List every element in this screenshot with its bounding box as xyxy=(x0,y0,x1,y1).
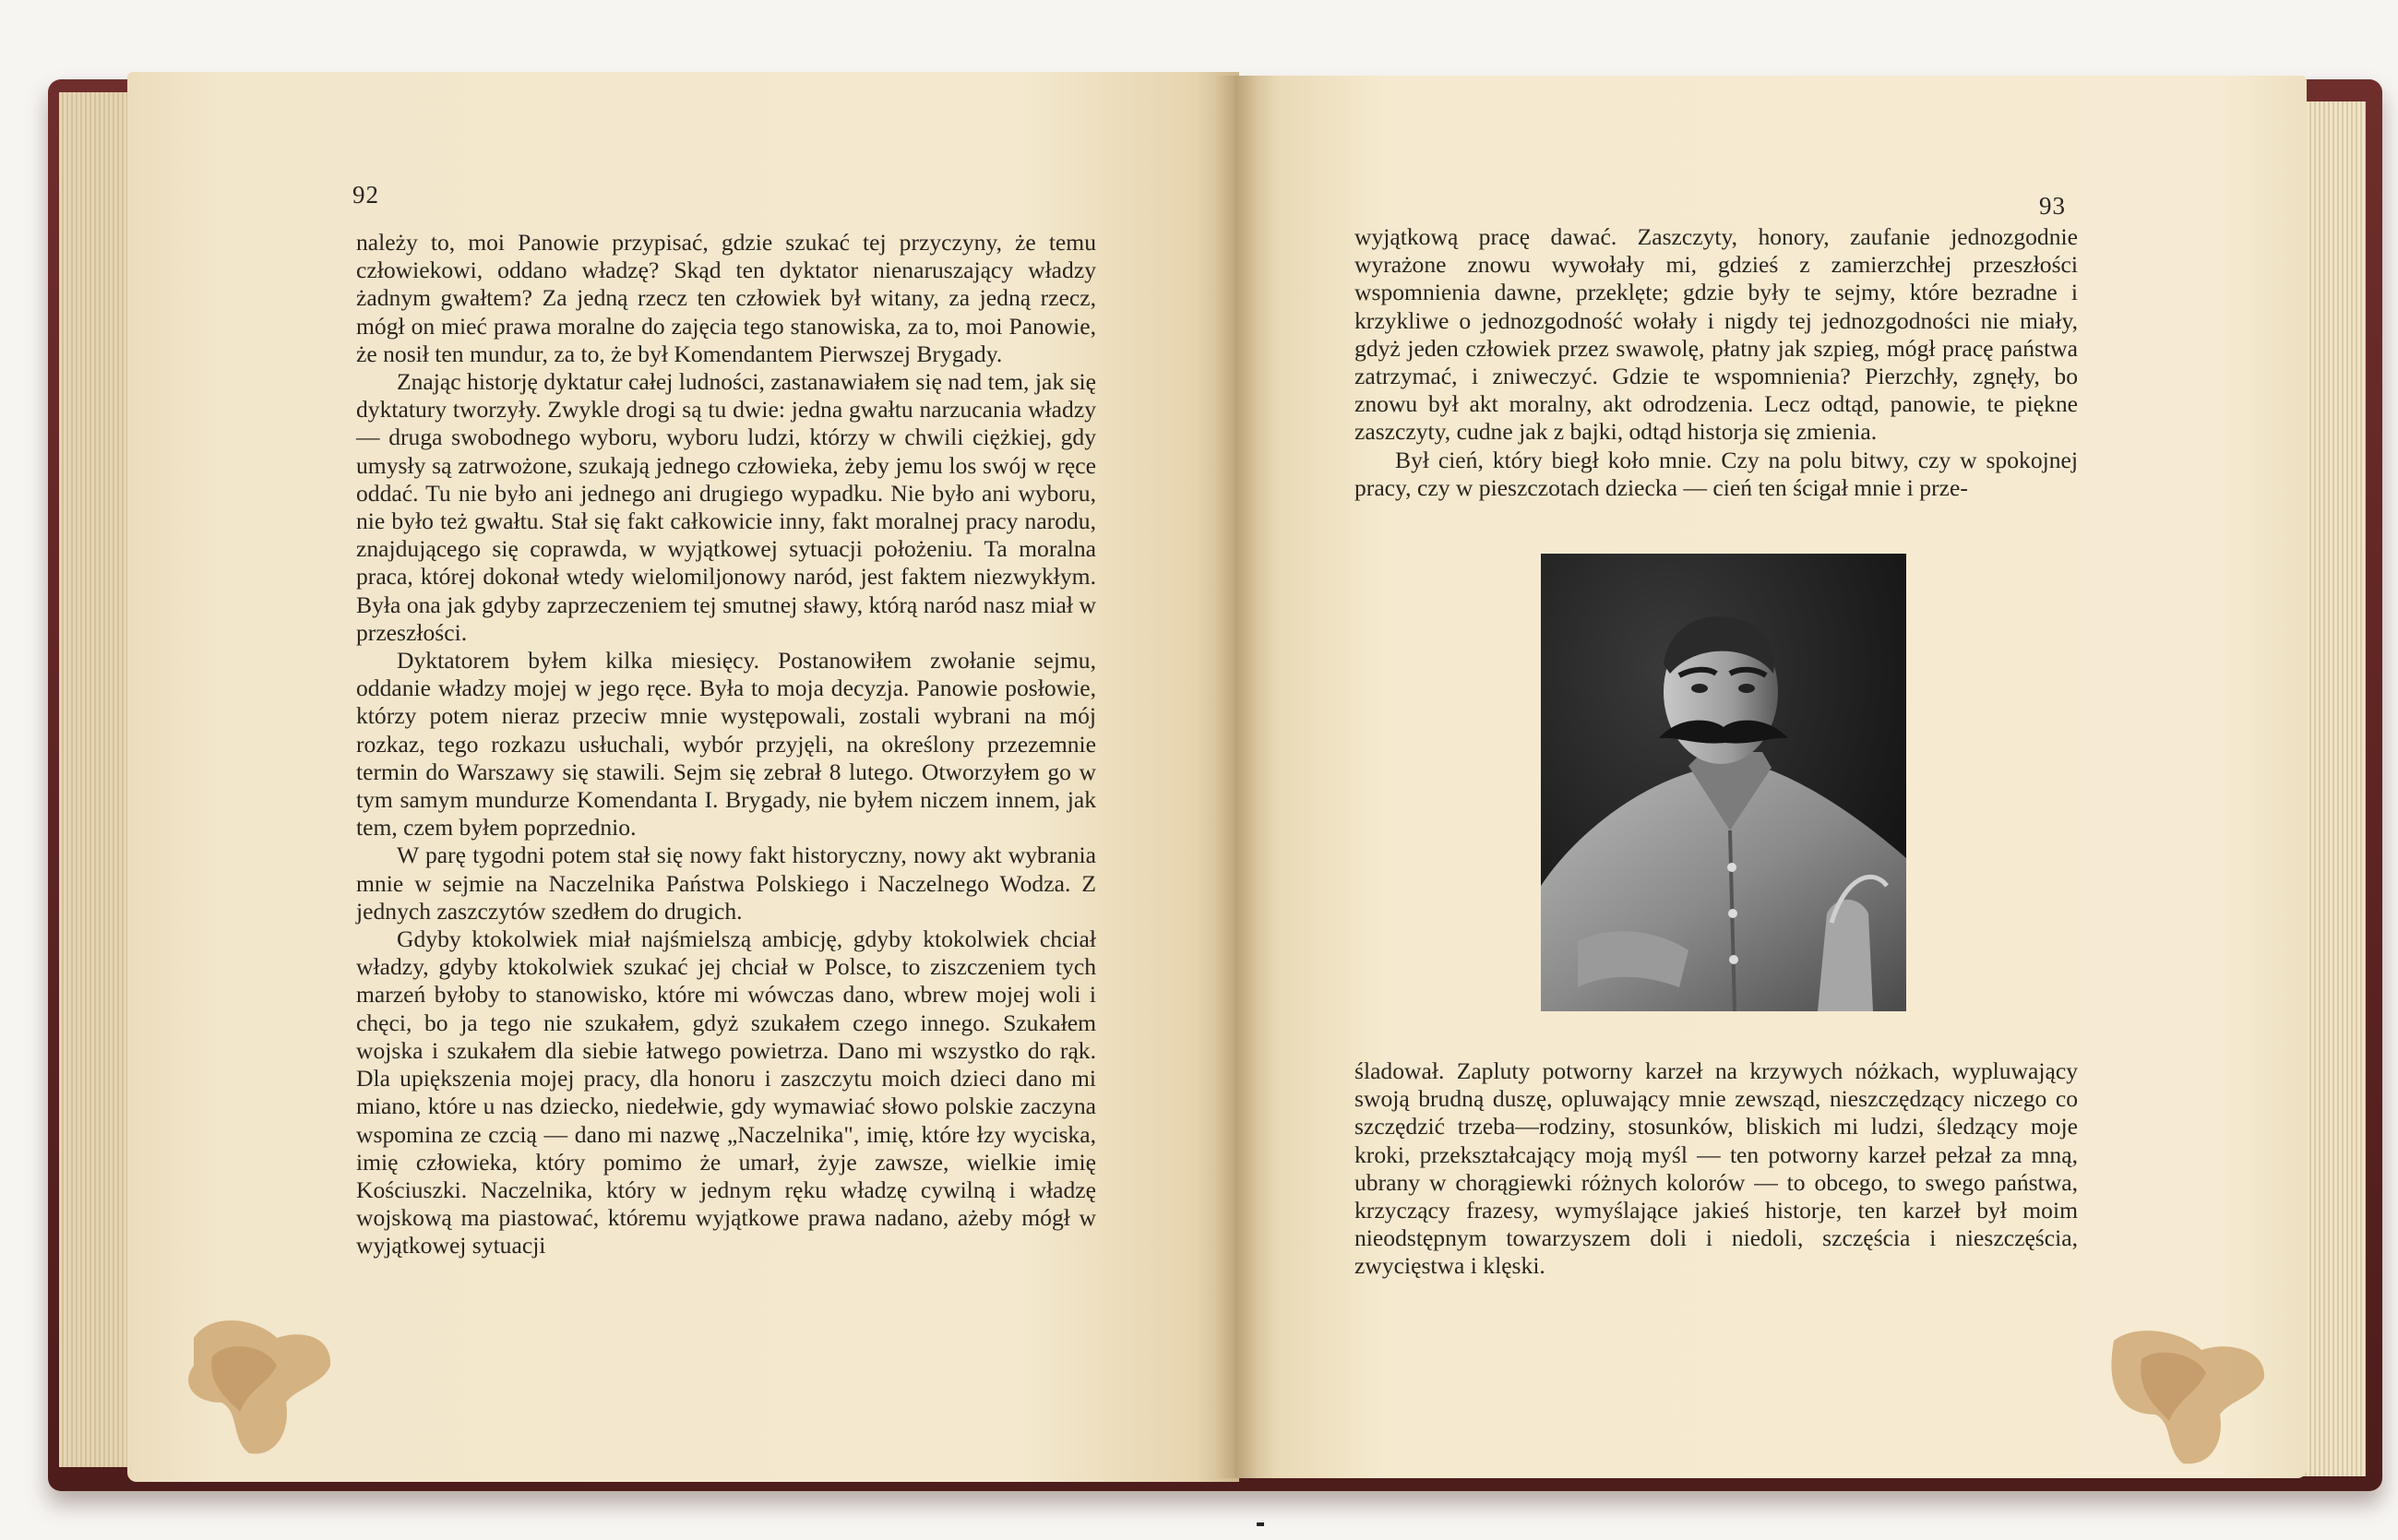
right-paragraph-2: Był cień, który biegł koło mnie. Czy na polu bitwy, czy w spokojnej pracy, czy w pieszczotach dziecka — cień ten ścigał mnie i prze- xyxy=(1354,446,2078,501)
portrait-figure-icon xyxy=(1541,554,1906,1011)
right-paragraph-3: śladował. Zapluty potworny karzeł na krzywych nóżkach, wypluwający swoją brudną duszę, opluwający mnie zewsząd, nieszczędzący niczego co szczędzić trzeba—rodziny, stosunków, bliskich mi ludzi, śledzący moje kroki, przekształcający moją myśl — ten potworny karzeł pełzał za mną, ubrany w chorągiewki różnych kolorów — to obcego, to swego państwa, krzyczący frazesy, wymyślające jakieś historje, ten karzeł był moim nieodstępnym towarzyszem doli i niedoli, szczęścia i nieszczęścia, zwycięstwa i klęski. xyxy=(1354,1057,2078,1280)
portrait-photo xyxy=(1541,554,1906,1011)
right-paragraph-1: wyjątkową pracę dawać. Zaszczyty, honory, zaufanie jednozgodnie wyrażone znowu wywołały mi, gdzieś z zamierzchłej przeszłości wspomnienia dawne, przeklęte; gdzie były te sejmy, które bezradne i krzykliwe o jednozgodność wołały i nigdy tej jednozgodności nie miały, gdyż jeden człowiek przez swawolę, płatny jak szpieg, mógł pracę państwa zatrzymać, i zniweczyć. Gdzie te wspomnienia? Pierzchły, zgnęły, bo znowu był akt moralny, akt odrodzenia. Lecz odtąd, panowie, te piękne zaszczyty, cudne jak z bajki, odtąd historja się zmienia. xyxy=(1354,223,2078,446)
left-page-number: 92 xyxy=(352,181,379,209)
right-page-text-top xyxy=(1354,223,2078,502)
left-paragraph-4: W parę tygodni potem stał się nowy fakt historyczny, nowy akt wybrania mnie w sejmie na Naczelnika Państwa Polskiego i Naczelnego Wodza. Z jednych zaszczytów szedłem do drugich. xyxy=(356,842,1096,925)
water-stain-left-icon xyxy=(175,1301,341,1467)
left-page-text xyxy=(356,229,1096,1260)
left-page-edges xyxy=(59,92,133,1467)
left-paragraph-1: należy to, moi Panowie przypisać, gdzie szukać tej przyczyny, że temu człowiekowi, oddano władzę? Skąd ten dyktator nienaruszający władzy żadnym gwałtem? Za jedną rzecz ten człowiek był witany, za jedną rzecz, mógł on mieć prawa moralne do zajęcia tego stanowiska, za to, moi Panowie, że nosił ten mundur, za to, że był Komendantem Pierwszej Brygady. xyxy=(356,229,1096,367)
left-paragraph-5: Gdyby ktokolwiek miał najśmielszą ambicję, gdyby ktokolwiek chciał władzy, gdyby ktokolwiek szukać jej chciał w Polsce, to ziszczeniem tych marzeń byłoby to stanowisko, które mi wówczas dano, wbrew mojej woli i chęci, bo ja tego nie szukałem, gdyż szukałem czego innego. Szukałem wojska i szukałem dla siebie łatwego powietrza. Dano mi wszystko do rąk. Dla upiększenia mojej pracy, dla honoru i zaszczytu moich dzieci dano mi miano, które u nas dziecko, niedełwie, gdy wymawiać słowo polskie zaczyna wspomina ze czcią — dano mi nazwę „Naczelnika", imię, które łzy wyciska, imię człowieka, który pomimo że umarł, żyje zawsze, wielkie imię Kościuszki. Naczelnika, który w jednym ręku władzę cywilną i władzę wojskową ma piastować, któremu wyjątkowe prawa nadano, ażeby mógł w wyjątkowej sytuacji xyxy=(356,925,1096,1259)
left-paragraph-3: Dyktatorem byłem kilka miesięcy. Postanowiłem zwołanie sejmu, oddanie władzy mojej w jego ręce. Była to moja decyzja. Panowie posłowie, którzy potem nieraz przeciw mnie występowali, zostali wybrani na mój rozkaz, tego rozkazu usłuchali, wybór przyjęli, na określony przezemnie termin do Warszawy się stawili. Sejm się zebrał 8 lutego. Otworzyłem go w tym samym mundurze Komendanta I. Brygady, nie byłem niczem innem, jak tem, czem byłem poprzednio. xyxy=(356,647,1096,842)
bottom-mark xyxy=(1257,1522,1264,1526)
right-page-text-bottom xyxy=(1354,1057,2078,1281)
right-page-number: 93 xyxy=(2039,192,2066,220)
book-gutter xyxy=(1214,76,1259,1478)
left-paragraph-2: Znając historję dyktatur całej ludności, zastanawiałem się nad tem, jak się dyktatury tworzyły. Zwykle drogi są tu dwie: jedna gwałtu narzucania władzy — druga swobodnego wyboru, wyboru ludzi, którzy w chwili ciężkiej, gdy umysły są zatrwożone, szukają jednego człowieka, żeby jemu los swój w ręce oddać. Tu nie było ani jednego ani drugiego wypadku. Nie było ani wyboru, nie było też gwałtu. Stał się fakt całkowicie inny, fakt moralnej pracy narodu, znajdującego się coprawda, w wyjątkowej sytuacji położeniu. Ta moralna praca, której dokonał wtedy wielomiljonowy naród, jest faktem niezwykłym. Była ona jak gdyby zaprzeczeniem tej smutnej sławy, którą naród nasz miał w przeszłości. xyxy=(356,368,1096,646)
water-stain-right-icon xyxy=(2100,1308,2275,1474)
